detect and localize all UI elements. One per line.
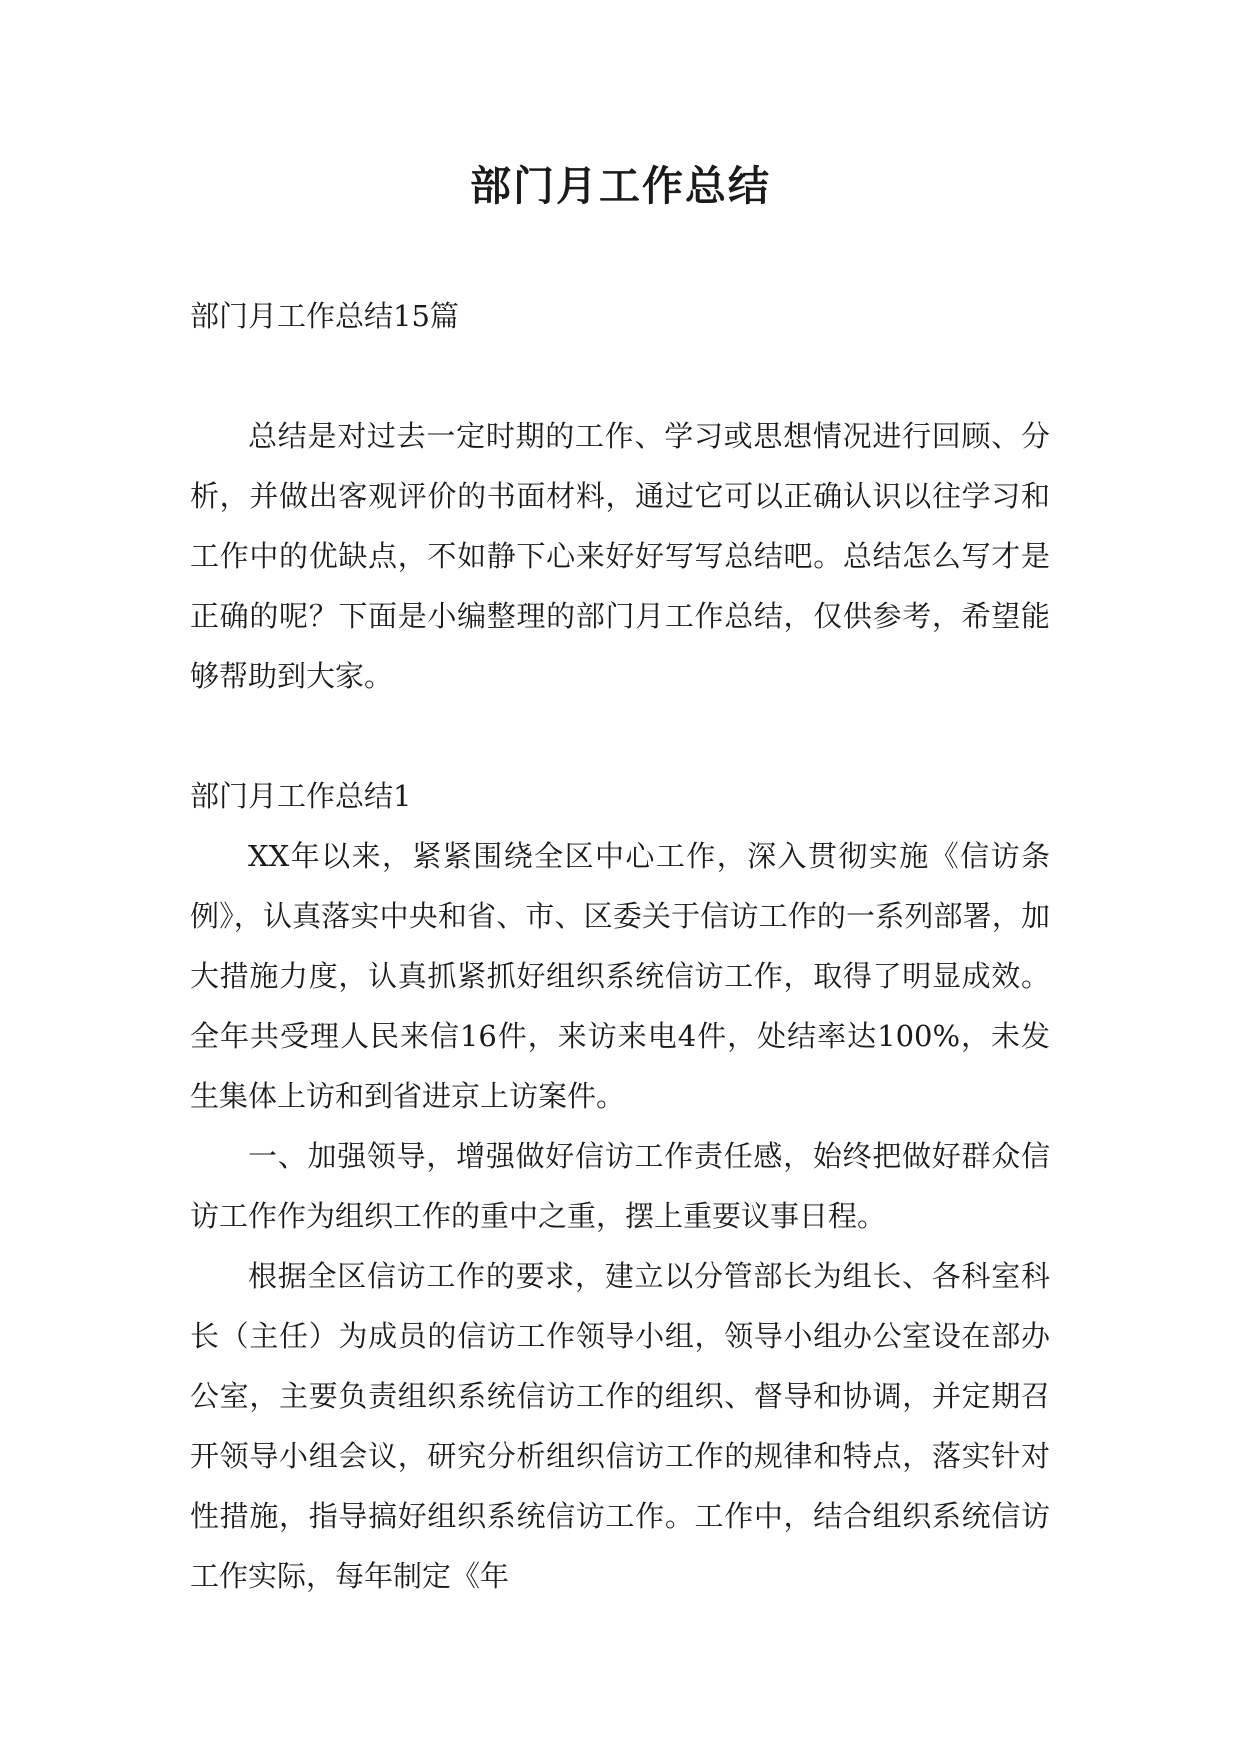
spacer <box>190 346 1050 406</box>
body-paragraph: XX年以来，紧紧围绕全区中心工作，深入贯彻实施《信访条例》，认真落实中央和省、市、区委关于信访工作的一系列部署，加大措施力度，认真抓紧抓好组织系统信访工作，取得了明显成效。全年共受理人民来信16件，来访来电4件，处结率达100%，未发生集体上访和到省进京上访案件。 <box>190 839 1050 1113</box>
body-paragraph: 一、加强领导，增强做好信访工作责任感，始终把做好群众信访工作作为组织工作的重中之重，摆上重要议事日程。 <box>190 1139 1050 1233</box>
body-paragraph: 根据全区信访工作的要求，建立以分管部长为组长、各科室科长（主任）为成员的信访工作领导小组，领导小组办公室设在部办公室，主要负责组织系统信访工作的组织、督导和协调，并定期召开领导小组会议，研究分析组织信访工作的规律和特点，落实针对性措施，指导搞好组织系统信访工作。工作中，结合组织系统信访工作实际，每年制定《年 <box>190 1259 1050 1593</box>
document-body <box>190 286 1050 1606</box>
document-subtitle: 部门月工作总结15篇 <box>190 299 459 333</box>
document-title: 部门月工作总结 <box>470 162 771 210</box>
spacer <box>190 706 1050 766</box>
intro-paragraph: 总结是对过去一定时期的工作、学习或思想情况进行回顾、分析，并做出客观评价的书面材料，通过它可以正确认识以往学习和工作中的优缺点，不如静下心来好好写写总结吧。总结怎么写才是正确的呢？下面是小编整理的部门月工作总结，仅供参考，希望能够帮助到大家。 <box>190 419 1050 693</box>
section-heading: 部门月工作总结1 <box>190 779 412 813</box>
